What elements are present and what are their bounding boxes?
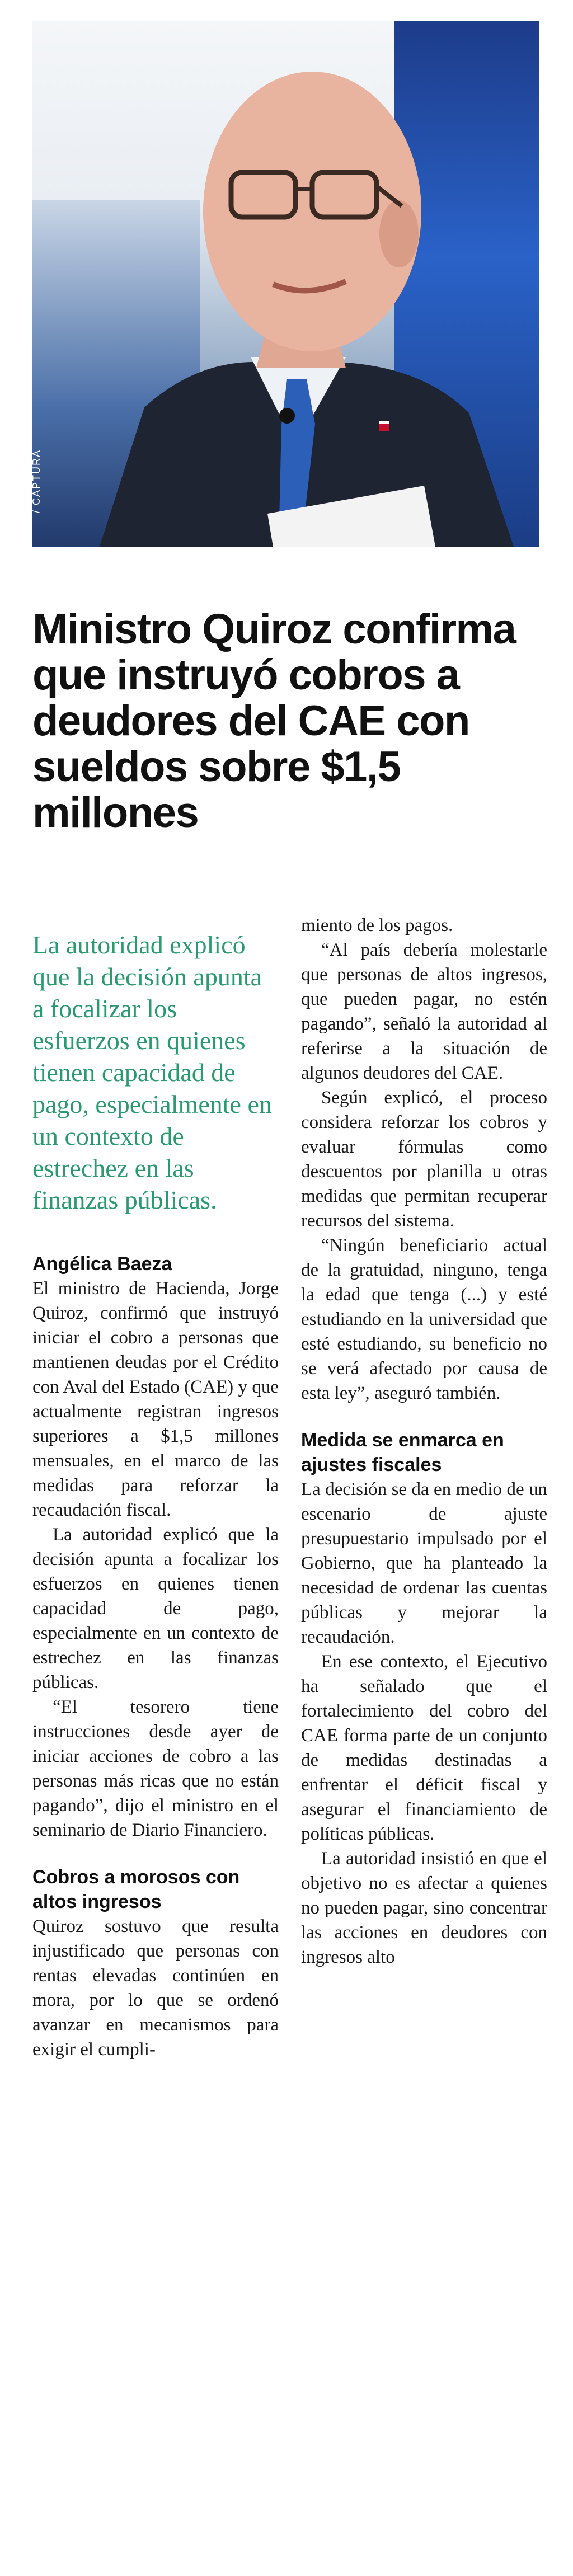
paragraph: “Ningún beneficiario actual de la gratuidad, ninguno, tenga la edad que tenga (...) y esté estudiando en la universidad que esté estudiando, su beneficio no se verá afectado por causa de esta ley”, aseguró también.	[301, 1235, 547, 1403]
paragraph: El ministro de Hacienda, Jorge Quiroz, confirmó que instruyó iniciar el cobro a personas que mantienen deudas por el Crédito con Aval del Estado (CAE) y que actualmente registran ingresos superiores a $1,5 millones mensuales, en el marco de las medidas para reforzar la recaudación fiscal.	[32, 1278, 279, 1520]
paragraph: En ese contexto, el Ejecutivo ha señalado que el fortalecimiento del cobro del CAE forma parte de un conjunto de medidas destinadas a enfrentar el déficit fiscal y asegurar el financiamiento de políticas públicas.	[301, 1652, 547, 1844]
paragraph: La decisión se da en medio de un escenario de ajuste presupuestario impulsado por el Gobierno, que ha planteado la necesidad de ordenar las cuentas públicas y mejorar la recaudación.	[301, 1479, 547, 1647]
right-column	[301, 913, 547, 1969]
paragraph: Según explicó, el proceso considera reforzar los cobros y evaluar fórmulas como descuentos por planilla u otras medidas que permitan recuperar recursos del sistema.	[301, 1088, 547, 1231]
paragraph: La autoridad explicó que la decisión apunta a focalizar los esfuerzos en quienes tienen capacidad de pago, especialmente en un contexto de estrechez en las finanzas públicas.	[32, 1525, 279, 1693]
article-photo	[32, 21, 539, 547]
lede: La autoridad explicó que la decisión apunta a focalizar los esfuerzos en quienes tienen capacidad de pago, especialmente en un contexto de estrechez en las finanzas públicas.	[32, 930, 272, 1214]
paragraph: “El tesorero tiene instrucciones desde ayer de iniciar acciones de cobro a las personas más ricas que no están pagando”, dijo el ministro en el seminario de Diario Financiero.	[32, 1697, 279, 1840]
subhead: Medida se enmarca en ajustes fiscales	[301, 1430, 504, 1475]
paragraph: “Al país debería molestarle que personas de altos ingresos, que pueden pagar, no estén pagando”, señaló la autoridad al referirse a la situación de algunos deudores del CAE.	[301, 940, 547, 1083]
photo-credit: / CAPTURA	[31, 449, 42, 513]
paragraph: miento de los pagos.	[301, 915, 453, 936]
paragraph: Quiroz sostuvo que resulta injustificado que personas con rentas elevadas continúen en mora, por lo que se ordenó avanzar en mecanismos para exigir el cumpli-	[32, 1916, 279, 2060]
minister-portrait-illustration	[32, 21, 539, 547]
headline: Ministro Quiroz confirma que instruyó cobros a deudores del CAE con sueldos sobre $1,5 millones	[32, 605, 516, 836]
subhead: Cobros a morosos con altos ingresos	[32, 1867, 240, 1912]
left-column	[32, 929, 279, 2062]
byline: Angélica Baeza	[32, 1253, 172, 1275]
paragraph: La autoridad insistió en que el objetivo no es afectar a quienes no pueden pagar, sino concentrar las acciones en deudores con ingresos alto	[301, 1849, 547, 1967]
